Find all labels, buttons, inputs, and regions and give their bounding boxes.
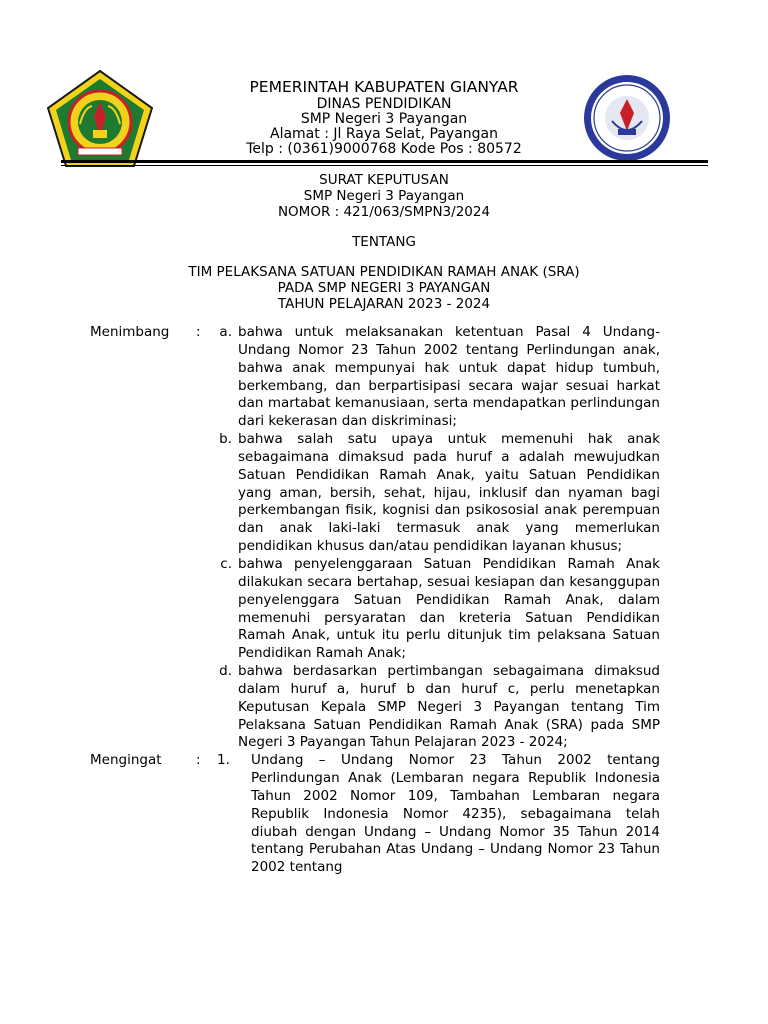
item-marker: a. <box>219 324 232 340</box>
mengingat-colon: : <box>196 752 201 769</box>
menimbang-label: Menimbang <box>90 324 170 340</box>
mengingat-label: Mengingat <box>90 752 162 769</box>
letterhead-phone: Telp : (0361)9000768 Kode Pos : 80572 <box>246 141 522 157</box>
item-marker: d. <box>219 663 232 680</box>
item-text: bahwa penyelenggaraan Satuan Pendidikan Ramah Anak dilakukan secara bertahap, sesuai kesiapan dan kesanggupan penyelenggara Satuan Pendidikan Ramah Anak, dalam memenuhi persyaratan dan kreteria Satuan Pendidikan Ramah Anak, untuk itu perlu ditunjuk tim pelaksana Satuan Pendidikan Ramah Anak; <box>238 555 660 662</box>
menimbang-colon: : <box>196 324 201 340</box>
decree-body <box>90 324 660 877</box>
menimbang-item-c <box>217 556 660 663</box>
item-text: bahwa berdasarkan pertimbangan sebagaimana dimaksud dalam huruf a, huruf b dan huruf c, perlu menetapkan Keputusan Kepala SMP Negeri 3 Payangan tentang Tim Pelaksana Satuan Pendidikan Ramah Anak (SRA) pada SMP Negeri 3 Payangan Tahun Pelajaran 2023 - 2024; <box>238 663 660 751</box>
doc-type: SURAT KEPUTUSAN <box>319 172 449 188</box>
item-text: bahwa salah satu upaya untuk memenuhi hak anak sebagaimana dimaksud pada huruf a adalah mewujudkan Satuan Pendidikan Ramah Anak, yaitu Satuan Pendidikan yang aman, bersih, sehat, hijau, inklusif dan nyaman bagi perkembangan fisik, kognisi dan psikososial anak perempuan dan anak laki-laki termasuk anak yang memerlukan pendidikan khusus dan/atau pendidikan layanan khusus; <box>238 431 660 555</box>
letterhead-school: SMP Negeri 3 Payangan <box>300 111 468 127</box>
doc-tentang: TENTANG <box>352 234 416 250</box>
letterhead-divider-thick <box>61 160 708 163</box>
menimbang-item-a <box>90 324 660 431</box>
item-marker: 1. <box>217 752 230 769</box>
doc-number: NOMOR : 421/063/SMPN3/2024 <box>277 204 491 220</box>
item-text: Undang – Undang Nomor 23 Tahun 2002 tentang Perlindungan Anak (Lembaran negara Republik Indonesia Tahun 2002 Nomor 109, Tambahan Lembaran negara Republik Indonesia Nomor 4235), sebagaimana telah diubah dengan Undang – Undang Nomor 35 Tahun 2014 tentang Perubahan Atas Undang – Undang Nomor 23 Tahun 2002 tentang <box>251 752 660 876</box>
letterhead-divider-thin <box>61 165 708 166</box>
doc-subject-line2: PADA SMP NEGERI 3 PAYANGAN <box>277 280 491 296</box>
item-marker: c. <box>220 555 232 572</box>
doc-subject-line1: TIM PELAKSANA SATUAN PENDIDIKAN RAMAH ANAK (SRA) <box>188 264 580 280</box>
doc-issuer: SMP Negeri 3 Payangan <box>303 188 465 204</box>
letterhead-agency: DINAS PENDIDIKAN <box>316 96 452 112</box>
mengingat-item-1 <box>90 752 660 877</box>
menimbang-item-b <box>217 431 660 556</box>
doc-subject-line3: TAHUN PELAJARAN 2023 - 2024 <box>277 296 491 312</box>
gianyar-regency-emblem-icon <box>44 68 156 170</box>
menimbang-item-d <box>217 663 660 752</box>
item-text: bahwa untuk melaksanakan ketentuan Pasal 4 Undang-Undang Nomor 23 Tahun 2002 tentang Perlindungan anak, bahwa anak mempunyai hak untuk dapat hidup tumbuh, berkembang, dan berpartisipasi secara wajar sesuai harkat dan martabat kemanusiaan, serta mendapatkan perlindungan dari kekerasan dan diskriminasi; <box>238 324 660 430</box>
item-marker: b. <box>219 431 232 448</box>
letterhead-government: PEMERINTAH KABUPATEN GIANYAR <box>249 78 519 96</box>
letterhead-address: Alamat : Jl Raya Selat, Payangan <box>270 126 498 142</box>
